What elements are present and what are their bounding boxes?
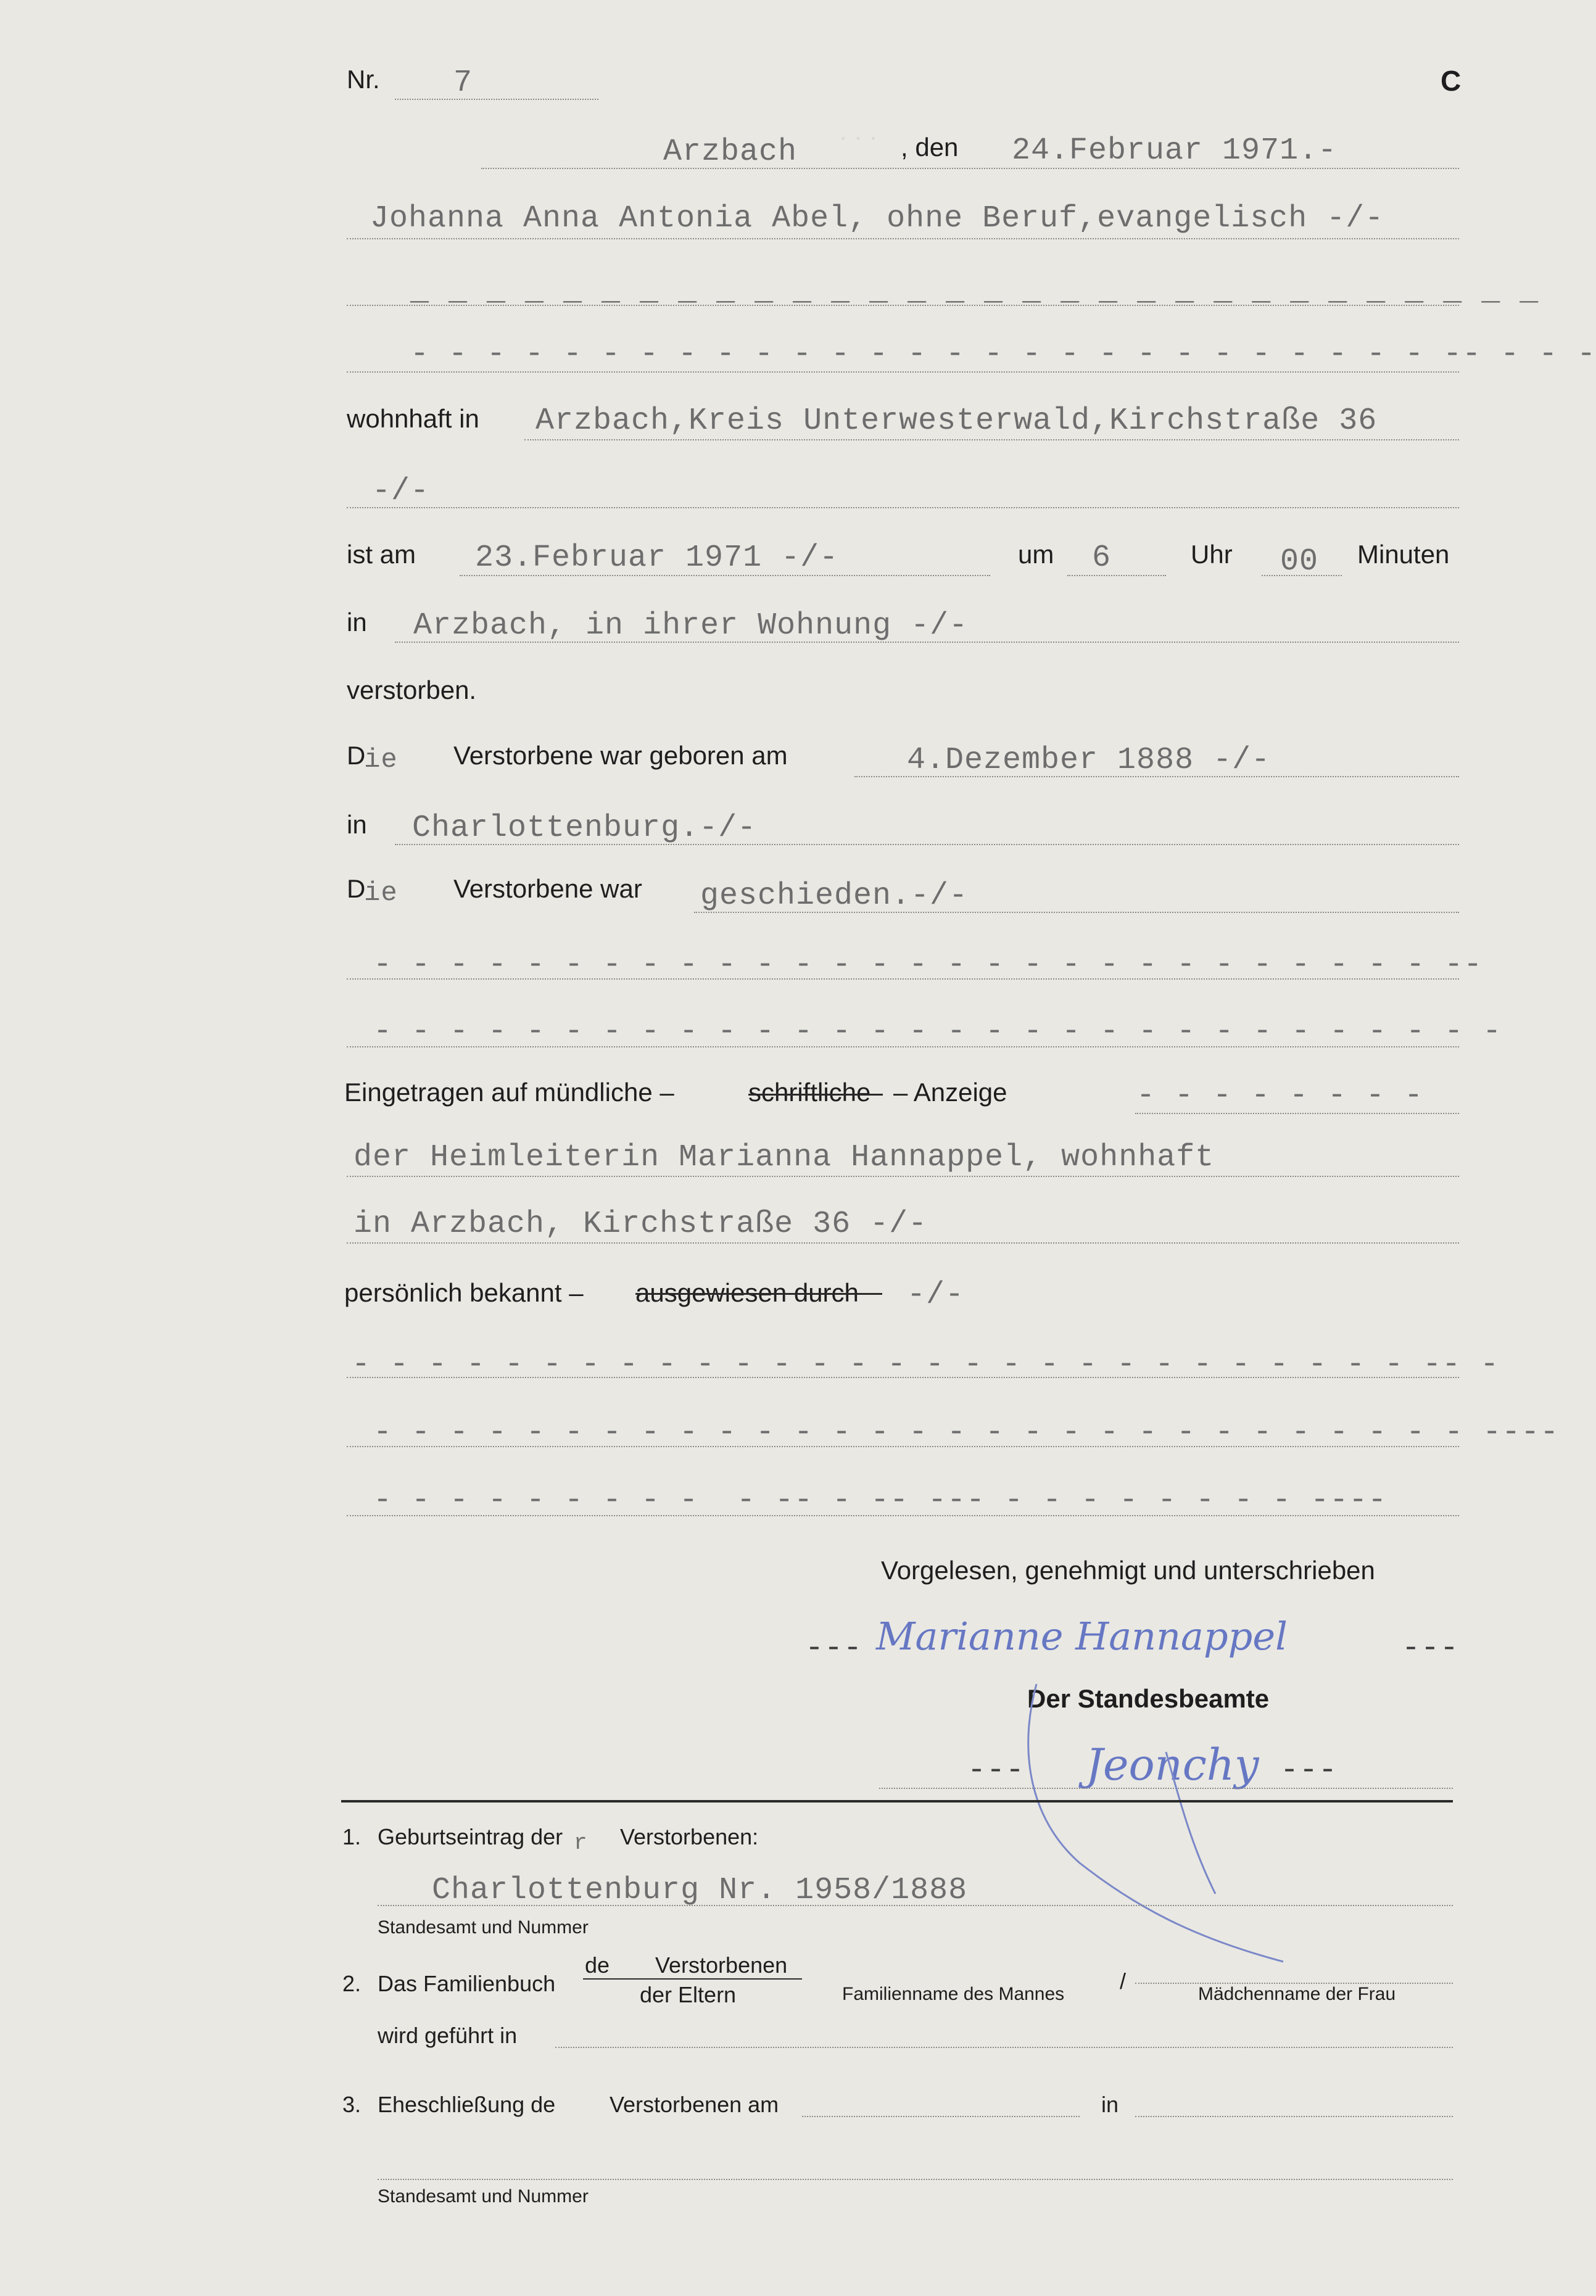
footnote-2-option-top: Verstorbenen: [655, 1952, 788, 1978]
corner-letter: C: [1441, 65, 1462, 97]
death-hour: 6: [1092, 540, 1112, 576]
nr-underline: [395, 99, 598, 100]
signature-right-dashes: ---: [1402, 1631, 1460, 1666]
residence-underline-2: [347, 507, 1459, 508]
birth-article: D: [347, 741, 366, 770]
footnote-3-in-label: in: [1101, 2092, 1119, 2117]
footnote-1-caption: Standesamt und Nummer: [378, 1917, 589, 1938]
death-date-label: ist am: [347, 540, 416, 569]
den-label: , den: [901, 133, 959, 162]
death-date: 23.Februar 1971 -/-: [475, 540, 839, 576]
footnote-2-typed-de: de: [585, 1952, 610, 1978]
report-label-part2: – Anzeige: [893, 1078, 1007, 1107]
footnote-3-label-suffix: Verstorbenen am: [610, 2092, 779, 2117]
registrar-left-dashes: ---: [967, 1753, 1025, 1788]
registrar-title: Der Standesbeamte: [1027, 1684, 1270, 1713]
verstorben-label: verstorben.: [347, 675, 477, 704]
birth-place-label: in: [347, 810, 367, 839]
residence-value: Arzbach,Kreis Unterwesterwald,Kirchstraße 36: [535, 403, 1378, 439]
marital-fill-dashes-1: - - - - - - - - - - - - - - - - - - - - - - - - - - - - --: [373, 948, 1483, 983]
footnote-2-caption-husband: Familienname des Mannes: [842, 1984, 1065, 2004]
fill-underline-1: [347, 305, 1459, 306]
informant-line-1: der Heimleiterin Marianna Hannappel, wohnhaft: [354, 1140, 1215, 1175]
footnote-3-caption: Standesamt und Nummer: [378, 2186, 589, 2207]
bleed-through-text: · · ·: [839, 123, 878, 151]
informant-underline-1: [347, 1176, 1459, 1177]
footnote-2-option-bottom: der Eltern: [640, 1982, 737, 2007]
footnote-2-caption-wife: Mädchenname der Frau: [1198, 1984, 1396, 2004]
fill-dashes-2: - - - - - - - - - - - - - - - - - - - - - - - - - - - -- - - -: [410, 337, 1596, 372]
residence-label: wohnhaft in: [347, 404, 479, 433]
section-divider: [341, 1800, 1453, 1803]
footnote-1-underline: [378, 1905, 1453, 1906]
footnote-2-label: Das Familienbuch: [378, 1971, 556, 1996]
registrar-signature-flourish: [1012, 1659, 1296, 1980]
registration-date: 24.Februar 1971.-: [1012, 133, 1338, 168]
name-underline: [347, 238, 1459, 239]
marital-status: geschieden.-/-: [700, 878, 969, 914]
fill-underline-2: [347, 371, 1459, 373]
birth-place-underline: [395, 844, 1459, 845]
residence-underline: [524, 439, 1459, 440]
deceased-name: Johanna Anna Antonia Abel, ohne Beruf,evangelisch -/-: [370, 201, 1384, 236]
footnote-3-date-underline: [802, 2116, 1080, 2117]
marital-label: Verstorbene war: [453, 874, 642, 903]
identification-label: persönlich bekannt –: [344, 1278, 584, 1307]
report-label-part1: Eingetragen auf mündliche –: [344, 1078, 674, 1107]
birth-date: 4.Dezember 1888 -/-: [907, 743, 1271, 778]
birth-article-typed: ie: [364, 745, 398, 775]
birth-place: Charlottenburg.-/-: [412, 811, 757, 846]
nr-label: Nr.: [347, 65, 380, 94]
death-place-label: in: [347, 608, 367, 637]
identification-typed: -/-: [907, 1278, 965, 1313]
death-minutes: 00: [1280, 544, 1319, 579]
footnote-3-number: 3.: [342, 2092, 362, 2117]
residence-continuation: -/-: [372, 474, 430, 509]
registrar-signature: Jeonchy: [1086, 1740, 1259, 1790]
birth-label: Verstorbene war geboren am: [453, 741, 788, 770]
marital-article-typed: ie: [364, 878, 398, 909]
report-underline: [1135, 1113, 1459, 1114]
footnote-2-label-line2: wird geführt in: [378, 2023, 518, 2048]
informant-line-2: in Arzbach, Kirchstraße 36 -/-: [354, 1207, 928, 1242]
minuten-label: Minuten: [1357, 540, 1450, 569]
death-date-underline: [460, 575, 990, 576]
footnote-1-label-typed: r: [574, 1830, 588, 1856]
report-trail-dashes: - - - - - - - -: [1136, 1078, 1424, 1113]
ident-fill-underline-3: [347, 1515, 1459, 1516]
nr-value: 7: [453, 65, 473, 101]
footnote-2-number: 2.: [342, 1971, 362, 1996]
informant-signature: Marianne Hannappel: [876, 1614, 1288, 1659]
ident-fill-dashes-1: - - - - - - - - - - - - - - - - - - - - - - - - - - - - -- -: [352, 1347, 1500, 1382]
ident-fill-underline-1: [347, 1377, 1459, 1378]
birth-date-underline: [854, 776, 1459, 777]
fill-dashes-1: _ _ _ _ _ _ _ _ _ _ _ _ _ _ _ _ _ _ _ _ _ _ _ _ _ _ _ _ _ _: [410, 274, 1539, 309]
marital-article: D: [347, 874, 366, 903]
footnote-3-underline: [378, 2179, 1453, 2180]
minutes-underline: [1262, 575, 1342, 576]
footnote-3-label: Eheschließung de: [378, 2092, 556, 2117]
hour-underline: [1067, 575, 1166, 576]
marital-fill-underline-1: [347, 978, 1459, 980]
report-label-struck: schriftliche: [748, 1078, 871, 1107]
footnote-3-place-underline: [1135, 2116, 1453, 2117]
identification-strikethrough: [635, 1293, 882, 1295]
footnote-2-fraction-line: [583, 1978, 802, 1980]
place-of-registration: Arzbach: [663, 134, 798, 170]
registrar-right-dashes: ---: [1280, 1753, 1338, 1788]
closing-text: Vorgelesen, genehmigt und unterschrieben: [881, 1556, 1375, 1585]
identification-struck: ausgewiesen durch: [635, 1278, 859, 1307]
footnote-1-label: Geburtseintrag der: [378, 1824, 563, 1849]
death-place-underline: [395, 642, 1459, 643]
marital-fill-underline-2: [347, 1046, 1459, 1047]
marital-fill-dashes-2: - - - - - - - - - - - - - - - - - - - - - - - - - - - - - -: [373, 1014, 1502, 1049]
birth-record-reference: Charlottenburg Nr. 1958/1888: [432, 1873, 968, 1908]
death-place: Arzbach, in ihrer Wohnung -/-: [413, 608, 969, 643]
ident-fill-dashes-3: - - - - - - - - - - -- - -- --- - - - - - - - - ----: [373, 1483, 1387, 1518]
informant-underline-2: [347, 1242, 1459, 1244]
footnote-1-number: 1.: [342, 1824, 362, 1849]
um-label: um: [1018, 540, 1054, 569]
ident-fill-underline-2: [347, 1446, 1459, 1447]
ident-fill-dashes-2: - - - - - - - - - - - - - - - - - - - - - - - - - - - - - ----: [373, 1415, 1560, 1450]
marital-underline: [694, 912, 1459, 913]
footnote-2-underline: [555, 2047, 1453, 2048]
signature-left-dashes: ---: [805, 1631, 863, 1666]
uhr-label: Uhr: [1191, 540, 1233, 569]
date-underline: [481, 168, 1459, 169]
report-strikethrough: [748, 1094, 883, 1096]
footnote-1-label-suffix: Verstorbenen:: [620, 1824, 759, 1849]
footnote-2-slash: /: [1120, 1968, 1127, 1994]
